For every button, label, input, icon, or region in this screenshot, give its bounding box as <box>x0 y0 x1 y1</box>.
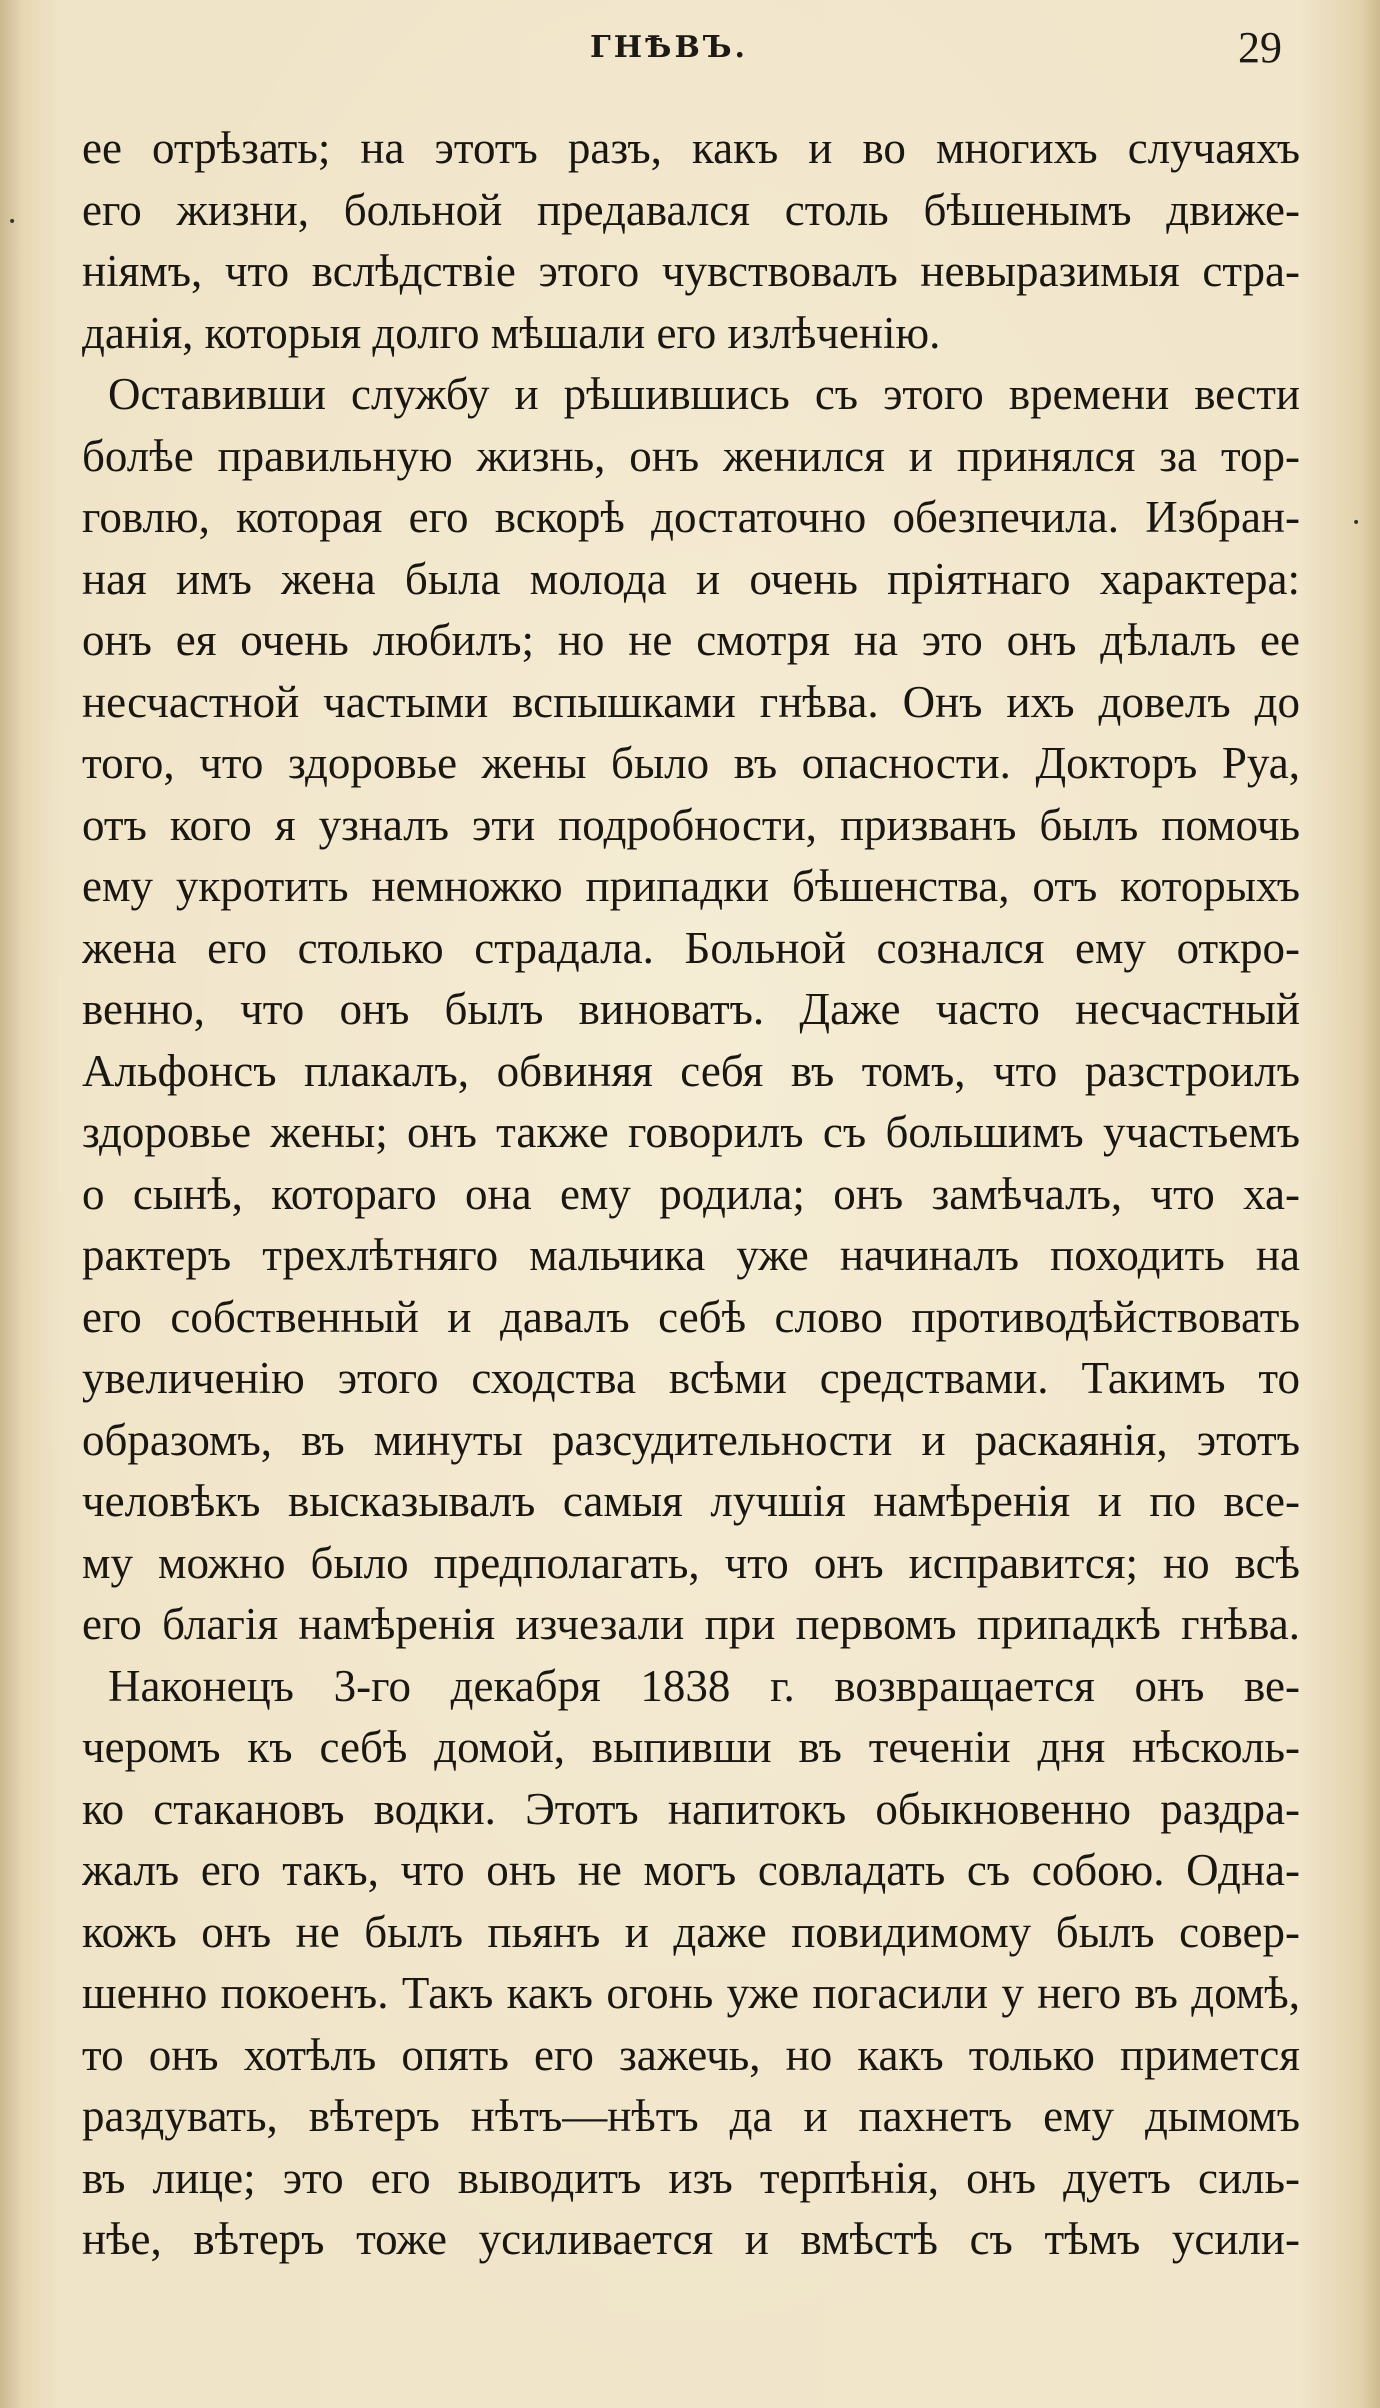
page-number: 29 <box>1238 23 1282 72</box>
page-header <box>0 22 1380 72</box>
text-line: отъ кого я узналъ эти подробности, призванъ былъ помочь <box>82 799 1300 850</box>
text-line: несчастной частыми вспышками гнѣва. Онъ ихъ довелъ до <box>82 676 1300 727</box>
text-line: данія, которыя долго мѣшали его излѣченію. <box>82 307 941 358</box>
text-line: раздувать, вѣтеръ нѣтъ—нѣтъ да и пахнетъ ему дымомъ <box>82 2091 1300 2141</box>
margin-speck: • <box>8 214 17 230</box>
text-line: венно, что онъ былъ виноватъ. Даже часто несчастный <box>82 984 1300 1034</box>
text-line: жалъ его такъ, что онъ не могъ совладать съ собою. Одна- <box>82 1845 1300 1895</box>
text-line: ко стакановъ водки. Этотъ напитокъ обыкновенно раздра- <box>82 1783 1300 1834</box>
text-line: рактеръ трехлѣтняго мальчика уже начиналъ походить на <box>82 1230 1300 1280</box>
text-line: нѣе, вѣтеръ тоже усиливается и вмѣстѣ съ тѣмъ усили- <box>82 2214 1300 2264</box>
text-line: ніямъ, что вслѣдствіе этого чувствовалъ невыразимыя стра- <box>82 246 1300 296</box>
text-line: о сынѣ, котораго она ему родила; онъ замѣчалъ, что ха- <box>82 1168 1300 1219</box>
text-line: то онъ хотѣлъ опять его зажечь, но какъ только примется <box>82 2029 1300 2080</box>
text-line: человѣкъ высказывалъ самыя лучшія намѣренія и по все- <box>82 1476 1300 1526</box>
text-line: его жизни, больной предавался столь бѣшенымъ движе- <box>82 184 1300 235</box>
text-line: образомъ, въ минуты разсудительности и раскаянія, этотъ <box>82 1414 1300 1465</box>
text-line: въ лице; это его выводитъ изъ терпѣнія, онъ дуетъ силь- <box>82 2152 1300 2203</box>
text-line: его собственный и давалъ себѣ слово противодѣйствовать <box>82 1291 1300 1342</box>
text-line: болѣе правильную жизнь, онъ женился и принялся за тор- <box>82 430 1300 481</box>
text-line: Оставивши службу и рѣшившись съ этого времени вести <box>108 369 1300 419</box>
text-line: говлю, которая его вскорѣ достаточно обезпечила. Избран- <box>82 492 1300 542</box>
text-line: шенно покоенъ. Такъ какъ огонь уже погасили у него въ домѣ, <box>82 1968 1300 2018</box>
text-line: ему укротить немножко припадки бѣшенства, отъ которыхъ <box>82 861 1300 911</box>
text-line: му можно было предполагать, что онъ исправится; но всѣ <box>82 1537 1300 1588</box>
running-head: ГНѢВЪ. <box>590 30 748 65</box>
text-line: онъ ея очень любилъ; но не смотря на это онъ дѣлалъ ее <box>82 615 1300 665</box>
text-line: его благія намѣренія изчезали при первомъ припадкѣ гнѣва. <box>82 1599 1300 1649</box>
text-line: ее отрѣзать; на этотъ разъ, какъ и во многихъ случаяхъ <box>82 123 1300 173</box>
text-line: Наконецъ 3-го декабря 1838 г. возвращается онъ ве- <box>108 1660 1300 1711</box>
margin-speck: • <box>1352 515 1361 531</box>
text-line: здоровье жены; онъ также говорилъ съ большимъ участьемъ <box>82 1107 1300 1157</box>
text-line: Альфонсъ плакалъ, обвиняя себя въ томъ, что разстроилъ <box>82 1045 1300 1096</box>
text-line: черомъ къ себѣ домой, выпивши въ теченіи дня нѣсколь- <box>82 1722 1300 1772</box>
text-line: жена его столько страдала. Больной сознался ему откро- <box>82 922 1300 973</box>
text-line: ная имъ жена была молода и очень пріятнаго характера: <box>82 553 1300 604</box>
text-line: того, что здоровье жены было въ опасности. Докторъ Руа, <box>82 738 1300 788</box>
body-text <box>82 118 1300 2271</box>
text-line: кожъ онъ не былъ пьянъ и даже повидимому былъ совер- <box>82 1906 1300 1957</box>
text-line: увеличенію этого сходства всѣми средствами. Такимъ то <box>82 1353 1300 1403</box>
